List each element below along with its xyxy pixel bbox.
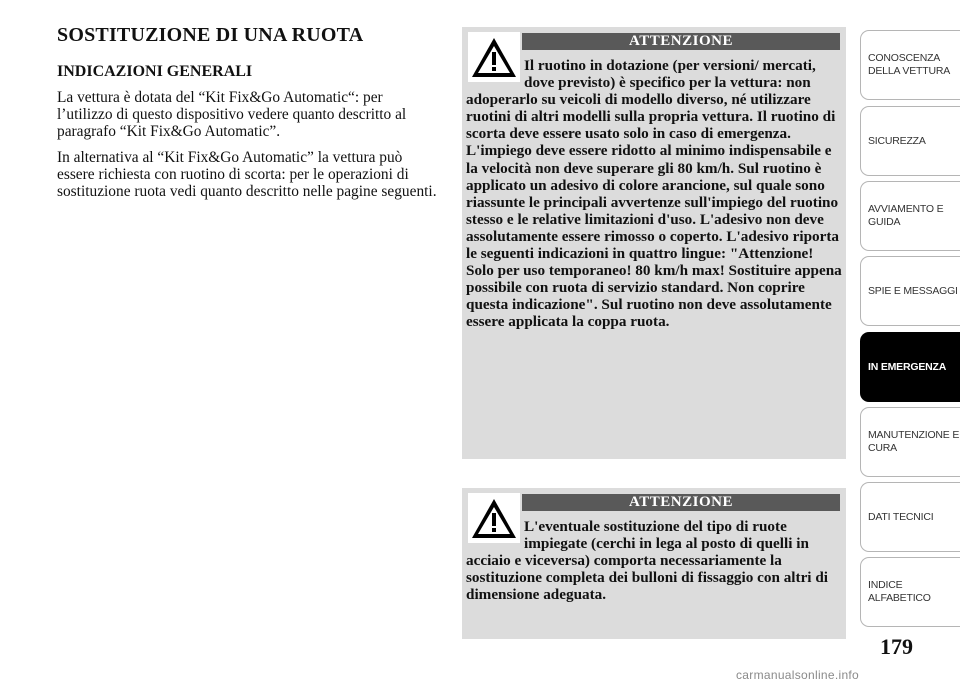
tab-avviamento-e-guida[interactable] <box>860 181 960 251</box>
warning-header: ATTENZIONE <box>522 33 840 50</box>
tab-label: INDICE ALFABETICO <box>868 579 931 604</box>
tab-label: DATI TECNICI <box>868 510 934 523</box>
tab-conoscenza-della-vettura[interactable] <box>860 30 960 100</box>
watermark: carmanualsonline.info <box>736 668 860 682</box>
warning-box-spare-wheel <box>462 27 846 459</box>
tab-label: AVVIAMENTO E GUIDA <box>868 203 944 228</box>
paragraph-kit: La vettura è dotata del “Kit Fix&Go Automatic“: per l’utilizzo di questo dispositivo vedere quanto descritto al paragrafo “Kit Fix&Go Automatic”. <box>57 89 407 140</box>
tab-label: SICUREZZA <box>868 134 926 147</box>
page-number: 179 <box>880 634 913 659</box>
tab-dati-tecnici[interactable] <box>860 482 960 552</box>
paragraph-spare-wheel: In alternativa al “Kit Fix&Go Automatic” la vettura può essere richiesta con ruotino di scorta: per le operazioni di sostituzione ruota vedi quanto descritto nelle pagine seguenti. <box>57 149 437 200</box>
tab-in-emergenza[interactable] <box>860 332 960 402</box>
tab-label: IN EMERGENZA <box>868 360 947 373</box>
warning-text-content: Il ruotino in dotazione (per versioni/ mercati, dove previsto) è specifico per la vettura: non adoperarlo su veicoli di modello diverso, né utilizzare ruotini di altri modelli sulla propria vettura. Il ruotino di scorta deve essere usato solo in caso di emergenza. L'impiego deve essere ridotto al minimo indispensabile e la velocità non deve superare gli 80 km/h. Sul ruotino è applicato un adesivo di colore arancione, sul quale sono riassunte le principali avvertenze sull'impiego del ruotino stesso e le relative limitazioni d'uso. L'adesivo non deve assolutamente essere rimosso o coperto. L'adesivo riporta le seguenti indicazioni in quattro lingue: "Attenzione! Solo per uso temporaneo! 80 km/h max! Sostituire appena possibile con ruota di servizio standard. Non coprire questa indicazione". Sul ruotino non deve assolutamente essere applicata la coppa ruota. <box>466 57 842 331</box>
tab-label: MANUTENZIONE E CURA <box>868 429 960 454</box>
tab-label: SPIE E MESSAGGI <box>868 284 958 297</box>
warning-header: ATTENZIONE <box>522 494 840 511</box>
tab-label: CONOSCENZA DELLA VETTURA <box>868 52 951 77</box>
warning-text <box>466 518 842 603</box>
warning-box-wheel-bolts <box>462 488 846 639</box>
tab-indice-alfabetico[interactable] <box>860 557 960 627</box>
section-subheading: INDICAZIONI GENERALI <box>57 63 253 80</box>
general-info-section <box>57 24 442 209</box>
page-title: SOSTITUZIONE DI UNA RUOTA <box>57 24 364 46</box>
tab-manutenzione-e-cura[interactable] <box>860 407 960 477</box>
tab-spie-e-messaggi[interactable] <box>860 256 960 326</box>
tab-sicurezza[interactable] <box>860 106 960 176</box>
warning-text-content: L'eventuale sostituzione del tipo di ruote impiegate (cerchi in lega al posto di quelli in acciaio e viceversa) comporta necessariamente la sostituzione completa dei bulloni di fissaggio con altri di dimensione adeguata. <box>466 518 828 604</box>
warning-text <box>466 57 842 331</box>
